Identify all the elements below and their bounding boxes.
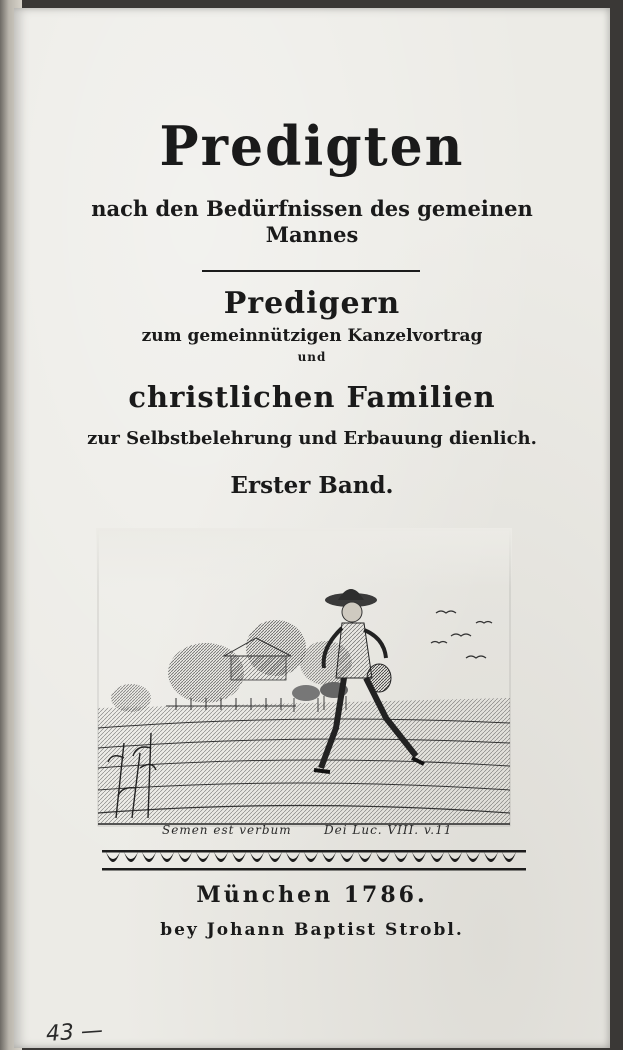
decorative-ornament-band	[102, 846, 526, 876]
page-title: Predigten	[159, 114, 465, 179]
title-page	[14, 8, 610, 1048]
audience-heading: Predigern	[223, 286, 401, 321]
purpose-line-2: zur Selbstbelehrung und Erbauung dienlich.	[87, 428, 537, 449]
sower-engraving	[96, 528, 512, 843]
imprint-place-year: München 1786.	[196, 882, 428, 908]
conjunction-line: und	[297, 350, 327, 364]
caption-left: Semen est verbum	[162, 823, 292, 837]
caption-right: Dei Luc. VIII. v.11	[324, 823, 453, 837]
imprint-publisher: bey Johann Baptist Strobl.	[160, 920, 464, 940]
subtitle-line-1: nach den Bedürfnissen des gemeinen	[91, 196, 533, 221]
subtitle-line-2: Mannes	[265, 222, 359, 247]
volume-label: Erster Band.	[230, 472, 394, 499]
audience-heading-2: christlichen Familien	[128, 380, 496, 414]
purpose-line: zum gemeinnützigen Kanzelvortrag	[141, 326, 483, 346]
title-divider	[202, 270, 420, 272]
handwritten-shelf-note: 43 —	[45, 1018, 104, 1047]
